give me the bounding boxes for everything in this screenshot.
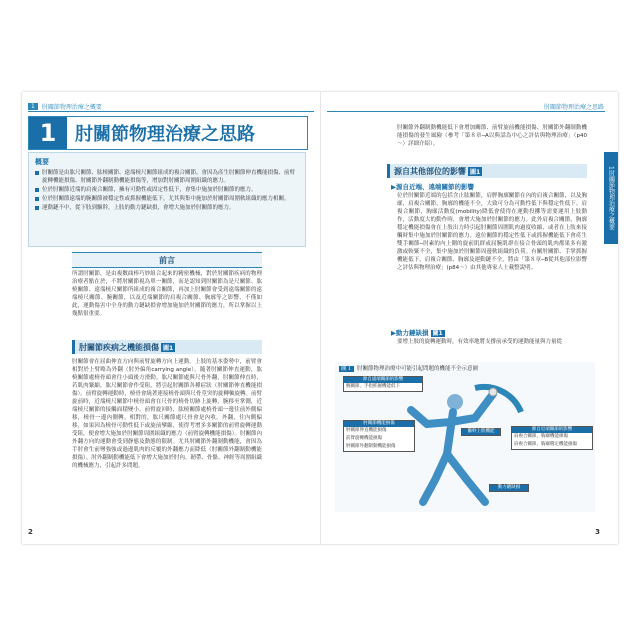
body-figure [411, 394, 493, 502]
page-number-right: 3 [595, 528, 600, 536]
summary-bullet: 運動鏈不中，從下肢到驅幹，上肢的動力鏈缺損，會增大施加於肘關節的應力。 [35, 204, 299, 212]
dysfunction-paragraph: 肘關節會在屈曲伸直方向與前臂旋轉方向上運動。上肢的基本姿勢中，前臂會相對於上臂略為外翻（肘外偏角carrying angle）。隨著肘關節伸直運動，肱橈關節處橈骨頭會往小頭後方滑動。肱尺關節處與尺骨外翻，肘關節伸直時，若肌肉緊縮，肱尺關節會作受阻，將引起肘關節各種症狀（肘關節伸直機能損傷）。前臂旋轉運動時，橈骨會繞著連接橈骨頭與尺骨莖突的旋轉軸旋轉。前臂旋前時，近端橈尺關節中橈骨頭會在尺骨的橈骨切跡上旋轉，腕移至掌側，近端橈尺關節的接觸面積變小。前臂旋回時，肱橈關節處橈骨頭一邊往前外側偏移，橈骨一邊內側轉。相對的，肱尺關節處尺骨會是內收。外翻，往內側偏移，如果因為橈骨可動性低下或旋前攣縮，使得考增多多關節的前臂旋轉運動受阻，便會增大施加於肘關節周圍組織的應力（前臂旋轉機能損傷）。肘關節內外翻方向的運動會受到靜態及動態的限制。尤其肘關節外翻制動機能，會因為手肘會生前彎強強或過邊肌肉的反覆的外翻應力而降低（肘關節外翻制動機能損傷）。肘外翻制動機能低下會增大施加於肘內、韌帶、骨骼、神經等周圍組織的機械應力，引起許多問題。 [72, 359, 262, 469]
page-title: 肘關節物理治療之思路 [75, 124, 255, 145]
callout-distal: 源自遠端關節的影響 腕關節、手指抓握機能低下 [343, 376, 423, 392]
proximal-distal-paragraph: 位於肘關節近端的包括含止肱關節，肩胛胸廓關節在內的肩複合關節，以及胸廓，肩複合關節，胸廓的機能不全，大致可分為可動性低下與穩定性低下。肩複合關節，胸廓活動度(mobility)降低會使得在運動投擲等需要運用上肢動作，活動度大的動作時，會增大施加於肘關節的應力。此外肩複合關節，胸廓穩定機能損傷會在上肢出力時引起肘關節周圍肌肉過度收縮，或者在上肢來接觸時集中施加於肘關節的應力。遠位關節的穩定性低下或抓握機能低下會產生雙手關節─肘素的內上側的旋前肌群或屈腕肌群在接合骨頭的肌肉都果多有激激或較緊不全，集中施加於肘關節周邊軟組織的負荷。有關肘關節、手掌抓握機能低下，肩複合關節、胸廓及運動鏈不全，將由「第８章─B從其他部位影響之評估與物理治療」(p84～）由其他專家人士載整說明。 [397, 193, 587, 271]
intro-paragraph: 所謂肘關節，是由複數曲棒巧妙組合起來的精密機械，對於肘關節疾病的物理治療者點在於，不將肘關節視為單一關節，而是認知到肘關節為是尺關節、肱橈關節、遠端橈尺關節所組成的複合關節，再加上肘關節會受到遠端關節的遠端橈尺關節、腕關節，以及近端關節的肩複合關節、胸廓等之影響，不僅如此，運動傷害中全身的動力鏈缺損會增加施加於肘關節的應力，所以掌握以上幾點很重要。 [72, 271, 262, 317]
summary-bullet: 肘關節是由肱尺關節、肱橈關節、遠端橈尺關節組成的複合關節，會因為產生肘關節伸直機能損傷、前臂旋轉機能損傷、肘關節外翻制動機能損傷等，增加對肘關節周圍組織的應力。 [35, 169, 299, 185]
kinetic-chain-paragraph: 要增上肢的旋轉運動時，有效率地將支撐前承受的運動能量與力量從 [397, 339, 563, 345]
right-page [320, 92, 618, 544]
book-spread [22, 92, 618, 544]
page-number-left: 2 [28, 528, 33, 536]
continued-paragraph: 肘關節外翻制動機能低下會增加關節、前臂旋前機能損傷、肘關節外翻制動機能損傷的發生風險（參考「第８章─A以與話為中心之評估與物理治療」（p40～）詳細介紹）。 [397, 125, 587, 147]
section-heading-other-regions: 源自其他部位的影響 圖1 [387, 164, 587, 178]
section-heading-intro: 前言 [72, 252, 262, 268]
figure-reference[interactable]: 圖1 [470, 168, 481, 176]
title-number: 1 [29, 117, 67, 149]
callout-kinetic-chain: 動力鏈缺損 [489, 484, 529, 492]
bullet-square-icon [35, 206, 39, 210]
callout-proximal: 源自近端關節的影響 肩複合關節、胸廓機能損傷 肩複合關節、胸廓穩定機能損傷 [511, 426, 593, 450]
subheading-proximal-distal: ▶源自近端、遠端關節的影響 [391, 183, 474, 191]
summary-box [28, 152, 306, 247]
callout-trunk: 軀幹上肢機能 [461, 428, 501, 436]
left-page [22, 92, 320, 544]
summary-heading: 概要 [35, 158, 49, 166]
bullet-square-icon [35, 197, 39, 201]
chapter-title-box [28, 116, 308, 150]
ball-shape [489, 388, 497, 396]
callout-elbow: 肘關節機能損傷 肘關節伸直機能損傷 前臂旋轉機能損傷 肘關節外翻制動機能損傷 [343, 420, 415, 452]
subheading-kinetic-chain: ▶動力鏈缺損 圖1 [391, 329, 443, 337]
header-rule [327, 111, 605, 112]
head-shape [447, 394, 463, 410]
figure-1 [335, 362, 595, 512]
bullet-square-icon [35, 188, 39, 192]
figure-reference[interactable]: 圖1 [163, 344, 174, 352]
running-header-left [28, 102, 102, 110]
running-header-right: 肘關節物理治療之思路 [543, 103, 604, 111]
figure-caption: 圖１ 肘關節物理治療中可能引起問題的機能不全示意圖 [341, 366, 479, 372]
summary-bullet: 位於肘關節遠端的腕關節被穩定性或抓握機能低下，尤其與集中施加於肘關節周圍軟組織的應力相關。 [35, 195, 299, 203]
section-heading-dysfunction: 肘關節疾病之機能損傷 圖1 [72, 340, 262, 354]
running-header-text: 肘關節物理治療之概要 [41, 103, 102, 111]
chapter-side-tab: 1 肘關節物理治療之概要 [604, 152, 618, 244]
header-rule [28, 111, 314, 112]
summary-bullet: 位於肘關節近端的肩複合關節，擁有可動性或固定性低下，會集中施加於肘關節的應力。 [35, 186, 299, 194]
bullet-square-icon [35, 171, 39, 175]
chapter-tag: 1 [28, 103, 38, 110]
